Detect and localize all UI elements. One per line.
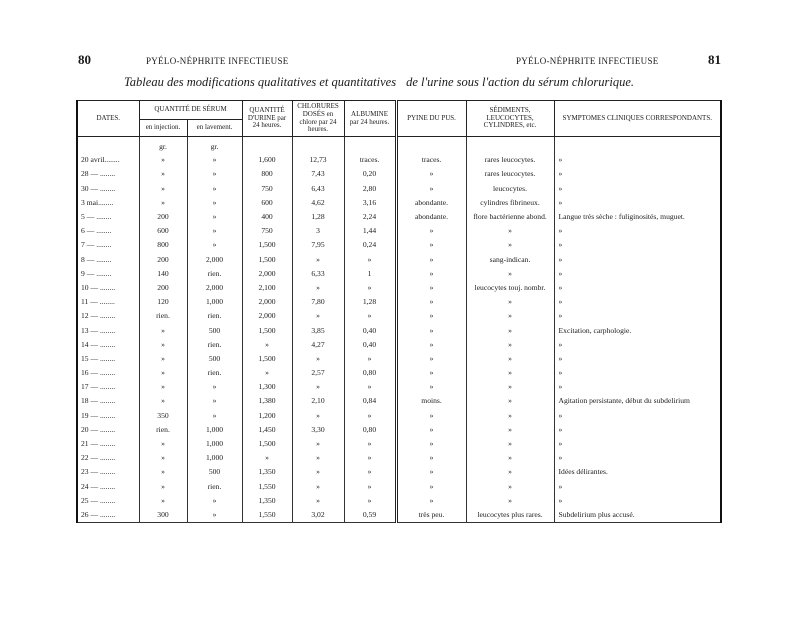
cell-pus: » <box>396 451 466 465</box>
cell-lavement: » <box>187 224 242 238</box>
cell-lavement: rien. <box>187 479 242 493</box>
table-caption <box>124 75 634 90</box>
cell-pus: » <box>396 167 466 181</box>
cell-injection: 200 <box>139 210 187 224</box>
cell-albumine: 0,59 <box>344 508 396 523</box>
cell-chlorures: » <box>292 451 344 465</box>
cell-pus: » <box>396 337 466 351</box>
cell-sediments: leucocytes plus rares. <box>466 508 554 523</box>
table-row <box>77 281 721 295</box>
cell-urine: 400 <box>242 210 292 224</box>
cell-chlorures: » <box>292 479 344 493</box>
cell-chlorures: » <box>292 309 344 323</box>
cell-date: 18 — ........ <box>77 394 139 408</box>
cell-lavement: » <box>187 181 242 195</box>
cell-lavement: 2,000 <box>187 252 242 266</box>
cell-urine: 1,350 <box>242 494 292 508</box>
table-row <box>77 252 721 266</box>
cell-chlorures: » <box>292 465 344 479</box>
cell-albumine: 2,24 <box>344 210 396 224</box>
page-number-right: 81 <box>708 52 721 67</box>
table-row <box>77 451 721 465</box>
cell-chlorures: 7,80 <box>292 295 344 309</box>
table-row <box>77 366 721 380</box>
cell-chlorures: » <box>292 437 344 451</box>
cell-injection: » <box>139 366 187 380</box>
table-row <box>77 380 721 394</box>
cell-symptomes: » <box>554 167 721 181</box>
cell-symptomes: » <box>554 437 721 451</box>
cell-sediments: » <box>466 437 554 451</box>
cell-lavement: 1,000 <box>187 451 242 465</box>
cell-symptomes: » <box>554 267 721 281</box>
cell-urine: 750 <box>242 181 292 195</box>
cell-date: 20 — ........ <box>77 423 139 437</box>
cell-chlorures: 7,95 <box>292 238 344 252</box>
cell-pus: très peu. <box>396 508 466 523</box>
table-row <box>77 465 721 479</box>
cell-date: 24 — ........ <box>77 479 139 493</box>
cell-albumine: 2,80 <box>344 181 396 195</box>
cell-urine: 1,500 <box>242 352 292 366</box>
cell-lavement: » <box>187 153 242 167</box>
cell-injection: » <box>139 380 187 394</box>
cell-lavement: » <box>187 394 242 408</box>
cell-pus: » <box>396 465 466 479</box>
cell-symptomes: Excitation, carphologie. <box>554 323 721 337</box>
cell-symptomes: » <box>554 281 721 295</box>
urine-modifications-table <box>76 100 722 523</box>
cell-symptomes: » <box>554 196 721 210</box>
cell-symptomes: » <box>554 366 721 380</box>
cell-albumine: » <box>344 479 396 493</box>
cell-sediments: » <box>466 423 554 437</box>
cell-injection: » <box>139 352 187 366</box>
header-pus: PYINE DU PUS. <box>396 101 466 137</box>
caption-right: de l'urine sous l'action du sérum chlorurique. <box>406 75 634 89</box>
cell-lavement: 500 <box>187 465 242 479</box>
cell-urine: 1,500 <box>242 238 292 252</box>
cell-chlorures: 4,27 <box>292 337 344 351</box>
cell-symptomes: » <box>554 309 721 323</box>
cell-urine: 1,500 <box>242 437 292 451</box>
cell-symptomes: » <box>554 337 721 351</box>
cell-symptomes: Idées délirantes. <box>554 465 721 479</box>
cell-albumine: » <box>344 352 396 366</box>
cell-date: 28 — ........ <box>77 167 139 181</box>
table-row <box>77 394 721 408</box>
cell-injection: 200 <box>139 252 187 266</box>
cell-albumine: » <box>344 380 396 394</box>
cell-injection: 800 <box>139 238 187 252</box>
cell-chlorures: » <box>292 408 344 422</box>
cell-date: 12 — ........ <box>77 309 139 323</box>
table-row <box>77 224 721 238</box>
cell-sediments: rares leucocytes. <box>466 153 554 167</box>
cell-date: 3 mai........ <box>77 196 139 210</box>
cell-sediments: sang-indican. <box>466 252 554 266</box>
cell-chlorures: 2,10 <box>292 394 344 408</box>
cell-sediments: leucocytes touj. nombr. <box>466 281 554 295</box>
cell-pus: » <box>396 267 466 281</box>
cell-pus: » <box>396 423 466 437</box>
cell-symptomes: » <box>554 423 721 437</box>
cell-pus: » <box>396 380 466 394</box>
cell-urine: 2,000 <box>242 309 292 323</box>
cell-injection: » <box>139 494 187 508</box>
cell-lavement: » <box>187 196 242 210</box>
cell-injection: 200 <box>139 281 187 295</box>
cell-chlorures: 3,02 <box>292 508 344 523</box>
cell-lavement: » <box>187 408 242 422</box>
table-row <box>77 408 721 422</box>
cell-lavement: 2,000 <box>187 281 242 295</box>
cell-pus: » <box>396 366 466 380</box>
cell-symptomes: » <box>554 252 721 266</box>
cell-injection: 120 <box>139 295 187 309</box>
header-lavement: en lavement. <box>187 120 242 137</box>
cell-lavement: » <box>187 494 242 508</box>
cell-injection: » <box>139 181 187 195</box>
cell-date: 23 — ........ <box>77 465 139 479</box>
cell-date: 5 — ........ <box>77 210 139 224</box>
cell-albumine: » <box>344 309 396 323</box>
table-row <box>77 238 721 252</box>
cell-symptomes: » <box>554 181 721 195</box>
cell-urine: 1,550 <box>242 508 292 523</box>
cell-pus: abondante. <box>396 196 466 210</box>
cell-chlorures: 6,43 <box>292 181 344 195</box>
cell-sediments: » <box>466 394 554 408</box>
cell-sediments: » <box>466 224 554 238</box>
cell-chlorures: 6,33 <box>292 267 344 281</box>
cell-injection: » <box>139 337 187 351</box>
cell-albumine: 0,80 <box>344 366 396 380</box>
cell-pus: » <box>396 408 466 422</box>
cell-sediments: » <box>466 465 554 479</box>
cell-albumine: 0,24 <box>344 238 396 252</box>
cell-chlorures: 3,85 <box>292 323 344 337</box>
cell-lavement: rien. <box>187 267 242 281</box>
cell-albumine: traces. <box>344 153 396 167</box>
table-row <box>77 153 721 167</box>
cell-lavement: rien. <box>187 309 242 323</box>
cell-date: 11 — ........ <box>77 295 139 309</box>
cell-sediments: » <box>466 479 554 493</box>
cell-injection: » <box>139 323 187 337</box>
cell-albumine: » <box>344 281 396 295</box>
cell-date: 6 — ........ <box>77 224 139 238</box>
cell-urine: 1,600 <box>242 153 292 167</box>
table-row <box>77 423 721 437</box>
cell-chlorures: » <box>292 494 344 508</box>
cell-lavement: » <box>187 508 242 523</box>
cell-chlorures: 2,57 <box>292 366 344 380</box>
cell-symptomes: » <box>554 408 721 422</box>
cell-symptomes: » <box>554 352 721 366</box>
cell-injection: 350 <box>139 408 187 422</box>
running-head-right: PYÉLO-NÉPHRITE INFECTIEUSE <box>516 56 659 66</box>
cell-lavement: 1,000 <box>187 437 242 451</box>
cell-sediments: » <box>466 380 554 394</box>
table-row <box>77 167 721 181</box>
cell-urine: 1,350 <box>242 465 292 479</box>
cell-urine: » <box>242 337 292 351</box>
cell-albumine: » <box>344 465 396 479</box>
cell-date: 8 — ........ <box>77 252 139 266</box>
cell-pus: traces. <box>396 153 466 167</box>
cell-pus: » <box>396 224 466 238</box>
table-row <box>77 479 721 493</box>
cell-date: 15 — ........ <box>77 352 139 366</box>
cell-date: 25 — ........ <box>77 494 139 508</box>
cell-date: 26 — ........ <box>77 508 139 523</box>
cell-albumine: » <box>344 437 396 451</box>
cell-pus: » <box>396 309 466 323</box>
cell-date: 7 — ........ <box>77 238 139 252</box>
cell-injection: » <box>139 394 187 408</box>
cell-symptomes: » <box>554 479 721 493</box>
header-serum-group: QUANTITÉ DE SÉRUM <box>139 101 242 120</box>
units-row <box>77 137 721 154</box>
cell-symptomes: » <box>554 238 721 252</box>
cell-injection: » <box>139 196 187 210</box>
cell-urine: » <box>242 451 292 465</box>
table-row <box>77 181 721 195</box>
cell-urine: 1,200 <box>242 408 292 422</box>
cell-sediments: » <box>466 408 554 422</box>
cell-albumine: » <box>344 494 396 508</box>
cell-date: 20 avril........ <box>77 153 139 167</box>
running-head-left: PYÉLO-NÉPHRITE INFECTIEUSE <box>146 56 289 66</box>
table-row <box>77 508 721 523</box>
cell-pus: » <box>396 295 466 309</box>
unit-injection: gr. <box>139 137 187 154</box>
cell-symptomes: » <box>554 451 721 465</box>
cell-albumine: 0,80 <box>344 423 396 437</box>
cell-albumine: 0,40 <box>344 337 396 351</box>
header-dates: DATES. <box>77 101 139 137</box>
cell-sediments: » <box>466 451 554 465</box>
cell-albumine: 0,20 <box>344 167 396 181</box>
cell-sediments: » <box>466 309 554 323</box>
cell-chlorures: » <box>292 252 344 266</box>
cell-date: 9 — ........ <box>77 267 139 281</box>
cell-albumine: 1,44 <box>344 224 396 238</box>
cell-urine: 600 <box>242 196 292 210</box>
cell-date: 10 — ........ <box>77 281 139 295</box>
cell-lavement: 500 <box>187 352 242 366</box>
cell-pus: » <box>396 437 466 451</box>
cell-pus: » <box>396 479 466 493</box>
cell-pus: » <box>396 352 466 366</box>
cell-sediments: » <box>466 352 554 366</box>
cell-urine: 2,100 <box>242 281 292 295</box>
cell-date: 22 — ........ <box>77 451 139 465</box>
table-row <box>77 309 721 323</box>
page-number-left: 80 <box>78 52 91 67</box>
cell-pus: » <box>396 323 466 337</box>
header-urine: QUANTITÉ D'URINE par 24 heures. <box>242 101 292 137</box>
cell-date: 13 — ........ <box>77 323 139 337</box>
cell-albumine: » <box>344 408 396 422</box>
cell-sediments: flore bactérienne abond. <box>466 210 554 224</box>
cell-pus: » <box>396 281 466 295</box>
cell-symptomes: » <box>554 295 721 309</box>
cell-injection: rien. <box>139 423 187 437</box>
table-row <box>77 196 721 210</box>
cell-date: 19 — ........ <box>77 408 139 422</box>
cell-symptomes: » <box>554 380 721 394</box>
cell-injection: rien. <box>139 309 187 323</box>
cell-chlorures: 3 <box>292 224 344 238</box>
table-row <box>77 295 721 309</box>
cell-lavement: 1,000 <box>187 295 242 309</box>
cell-injection: 300 <box>139 508 187 523</box>
caption-left: Tableau des modifications qualitatives et quantitatives <box>124 75 397 89</box>
cell-symptomes: Agitation persistante, début du subdelirium <box>554 394 721 408</box>
cell-symptomes: » <box>554 494 721 508</box>
cell-chlorures: 7,43 <box>292 167 344 181</box>
cell-date: 14 — ........ <box>77 337 139 351</box>
header-chlorures: CHLORURES DOSÉS en chlore par 24 heures. <box>292 101 344 137</box>
table-row <box>77 352 721 366</box>
cell-injection: » <box>139 167 187 181</box>
cell-sediments: » <box>466 295 554 309</box>
cell-albumine: 0,40 <box>344 323 396 337</box>
cell-albumine: 1 <box>344 267 396 281</box>
cell-pus: » <box>396 494 466 508</box>
cell-injection: » <box>139 465 187 479</box>
cell-injection: » <box>139 437 187 451</box>
cell-chlorures: 1,28 <box>292 210 344 224</box>
cell-symptomes: Subdelirium plus accusé. <box>554 508 721 523</box>
cell-urine: 1,300 <box>242 380 292 394</box>
cell-urine: » <box>242 366 292 380</box>
cell-sediments: » <box>466 238 554 252</box>
header-sediments: SÉDIMENTS, LEUCOCYTES, CYLINDRES, etc. <box>466 101 554 137</box>
cell-injection: » <box>139 479 187 493</box>
cell-lavement: rien. <box>187 366 242 380</box>
cell-urine: 750 <box>242 224 292 238</box>
table-row <box>77 267 721 281</box>
cell-pus: moins. <box>396 394 466 408</box>
cell-injection: 140 <box>139 267 187 281</box>
cell-chlorures: » <box>292 352 344 366</box>
cell-sediments: » <box>466 366 554 380</box>
cell-urine: 1,450 <box>242 423 292 437</box>
cell-sediments: » <box>466 494 554 508</box>
cell-injection: 600 <box>139 224 187 238</box>
cell-lavement: 1,000 <box>187 423 242 437</box>
cell-date: 17 — ........ <box>77 380 139 394</box>
cell-albumine: 3,16 <box>344 196 396 210</box>
cell-albumine: » <box>344 252 396 266</box>
cell-albumine: » <box>344 451 396 465</box>
cell-urine: 1,500 <box>242 252 292 266</box>
cell-chlorures: » <box>292 380 344 394</box>
cell-lavement: 500 <box>187 323 242 337</box>
cell-lavement: rien. <box>187 337 242 351</box>
table-row <box>77 494 721 508</box>
header-injection: en injection. <box>139 120 187 137</box>
cell-urine: 800 <box>242 167 292 181</box>
header-albumine: ALBUMINE par 24 heures. <box>344 101 396 137</box>
cell-lavement: » <box>187 167 242 181</box>
cell-sediments: cylindres fibrineux. <box>466 196 554 210</box>
cell-urine: 1,380 <box>242 394 292 408</box>
cell-pus: abondante. <box>396 210 466 224</box>
cell-sediments: » <box>466 323 554 337</box>
table-row <box>77 323 721 337</box>
table-row <box>77 437 721 451</box>
table-row <box>77 337 721 351</box>
header-symptomes: SYMPTOMES CLINIQUES CORRESPONDANTS. <box>554 101 721 137</box>
cell-injection: » <box>139 153 187 167</box>
cell-chlorures: 3,30 <box>292 423 344 437</box>
cell-chlorures: » <box>292 281 344 295</box>
cell-pus: » <box>396 181 466 195</box>
cell-symptomes: Langue très sèche : fuliginosités, muguet. <box>554 210 721 224</box>
cell-albumine: 1,28 <box>344 295 396 309</box>
cell-sediments: » <box>466 337 554 351</box>
cell-urine: 2,000 <box>242 295 292 309</box>
cell-lavement: » <box>187 380 242 394</box>
cell-urine: 1,550 <box>242 479 292 493</box>
cell-sediments: » <box>466 267 554 281</box>
cell-pus: » <box>396 238 466 252</box>
cell-sediments: leucocytes. <box>466 181 554 195</box>
cell-lavement: » <box>187 238 242 252</box>
unit-lavement: gr. <box>187 137 242 154</box>
cell-chlorures: 12,73 <box>292 153 344 167</box>
cell-date: 30 — ........ <box>77 181 139 195</box>
cell-pus: » <box>396 252 466 266</box>
cell-sediments: rares leucocytes. <box>466 167 554 181</box>
cell-chlorures: 4,62 <box>292 196 344 210</box>
cell-urine: 2,000 <box>242 267 292 281</box>
cell-albumine: 0,84 <box>344 394 396 408</box>
cell-lavement: » <box>187 210 242 224</box>
cell-symptomes: » <box>554 153 721 167</box>
cell-injection: » <box>139 451 187 465</box>
cell-symptomes: » <box>554 224 721 238</box>
cell-date: 21 — ........ <box>77 437 139 451</box>
cell-date: 16 — ........ <box>77 366 139 380</box>
cell-urine: 1,500 <box>242 323 292 337</box>
table-row <box>77 210 721 224</box>
